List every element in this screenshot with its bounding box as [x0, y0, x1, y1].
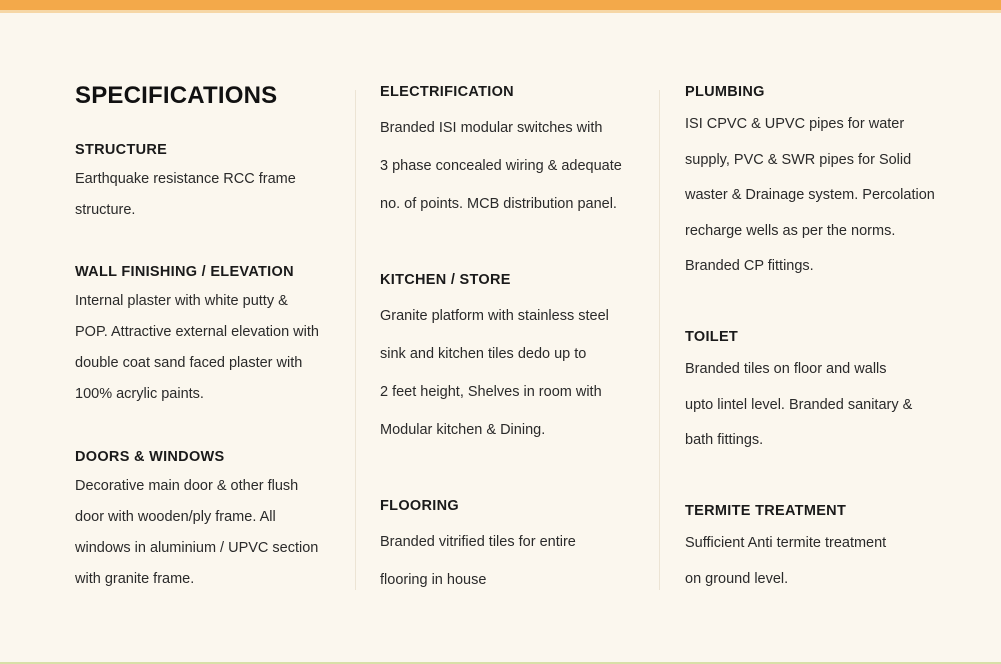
text-line: supply, PVC & SWR pipes for Solid [685, 151, 912, 168]
text-line: Granite platform with stainless steel [380, 308, 609, 324]
text-line: Branded CP fittings. [685, 258, 814, 274]
section-body [685, 107, 975, 285]
text-line: double coat sand faced plaster with [75, 355, 303, 371]
text-line: waster & Drainage system. Percolation [685, 187, 935, 203]
spec-section-electrification [380, 84, 645, 223]
spec-section-structure [75, 142, 345, 226]
section-heading: KITCHEN / STORE [380, 272, 511, 288]
text-line: Branded vitrified tiles for entire [380, 534, 576, 550]
text-line: windows in aluminium / UPVC section [75, 540, 319, 556]
spec-section-doors-windows [75, 449, 345, 595]
spec-section-plumbing [685, 84, 975, 285]
text-line: no. of points. MCB distribution panel. [380, 196, 617, 212]
text-line: with granite frame. [75, 571, 195, 587]
text-line: recharge wells as per the norms. [685, 222, 896, 239]
section-body [380, 523, 645, 599]
text-line: 2 feet height, Shelves in room with [380, 384, 602, 400]
text-line: Decorative main door & other flush [75, 478, 299, 494]
section-heading: DOORS & WINDOWS [75, 449, 225, 465]
text-line: 3 phase concealed wiring & adequate [380, 158, 622, 174]
text-line: upto lintel level. Branded sanitary & [685, 396, 913, 413]
text-line: Earthquake resistance RCC frame [75, 171, 296, 187]
section-heading: STRUCTURE [75, 142, 168, 158]
text-line: Modular kitchen & Dining. [380, 422, 546, 438]
section-heading: TERMITE TREATMENT [685, 503, 847, 519]
section-body [685, 526, 975, 597]
section-body [75, 164, 345, 226]
text-line: Internal plaster with white putty & [75, 293, 288, 309]
text-line: Branded tiles on floor and walls [685, 361, 887, 377]
section-heading: FLOORING [380, 498, 459, 514]
text-line: Sufficient Anti termite treatment [685, 535, 887, 551]
section-heading: TOILET [685, 329, 739, 345]
section-body [380, 297, 645, 449]
spec-section-flooring [380, 498, 645, 599]
spec-section-termite-treatment [685, 503, 975, 597]
text-line: 100% acrylic paints. [75, 386, 204, 402]
section-heading: ELECTRIFICATION [380, 84, 514, 100]
text-line: sink and kitchen tiles dedo up to [380, 346, 587, 362]
section-body [75, 286, 345, 410]
page-title: SPECIFICATIONS [75, 82, 278, 109]
column-divider-2 [659, 90, 660, 590]
text-line: on ground level. [685, 570, 789, 587]
spec-section-toilet [685, 329, 975, 459]
spec-section-wall-finishing [75, 264, 345, 410]
text-line: ISI CPVC & UPVC pipes for water [685, 116, 905, 132]
top-accent-bar [0, 0, 1001, 10]
column-divider-1 [355, 90, 356, 590]
section-heading: PLUMBING [685, 84, 765, 100]
section-body [380, 109, 645, 223]
text-line: structure. [75, 202, 136, 218]
top-accent-shade [0, 10, 1001, 13]
section-body [75, 471, 345, 595]
text-line: POP. Attractive external elevation with [75, 324, 319, 340]
text-line: flooring in house [380, 572, 487, 588]
section-heading: WALL FINISHING / ELEVATION [75, 264, 294, 280]
section-body [685, 352, 975, 459]
text-line: Branded ISI modular switches with [380, 120, 603, 136]
spec-section-kitchen-store [380, 272, 645, 449]
text-line: door with wooden/ply frame. All [75, 509, 276, 525]
text-line: bath fittings. [685, 432, 764, 448]
